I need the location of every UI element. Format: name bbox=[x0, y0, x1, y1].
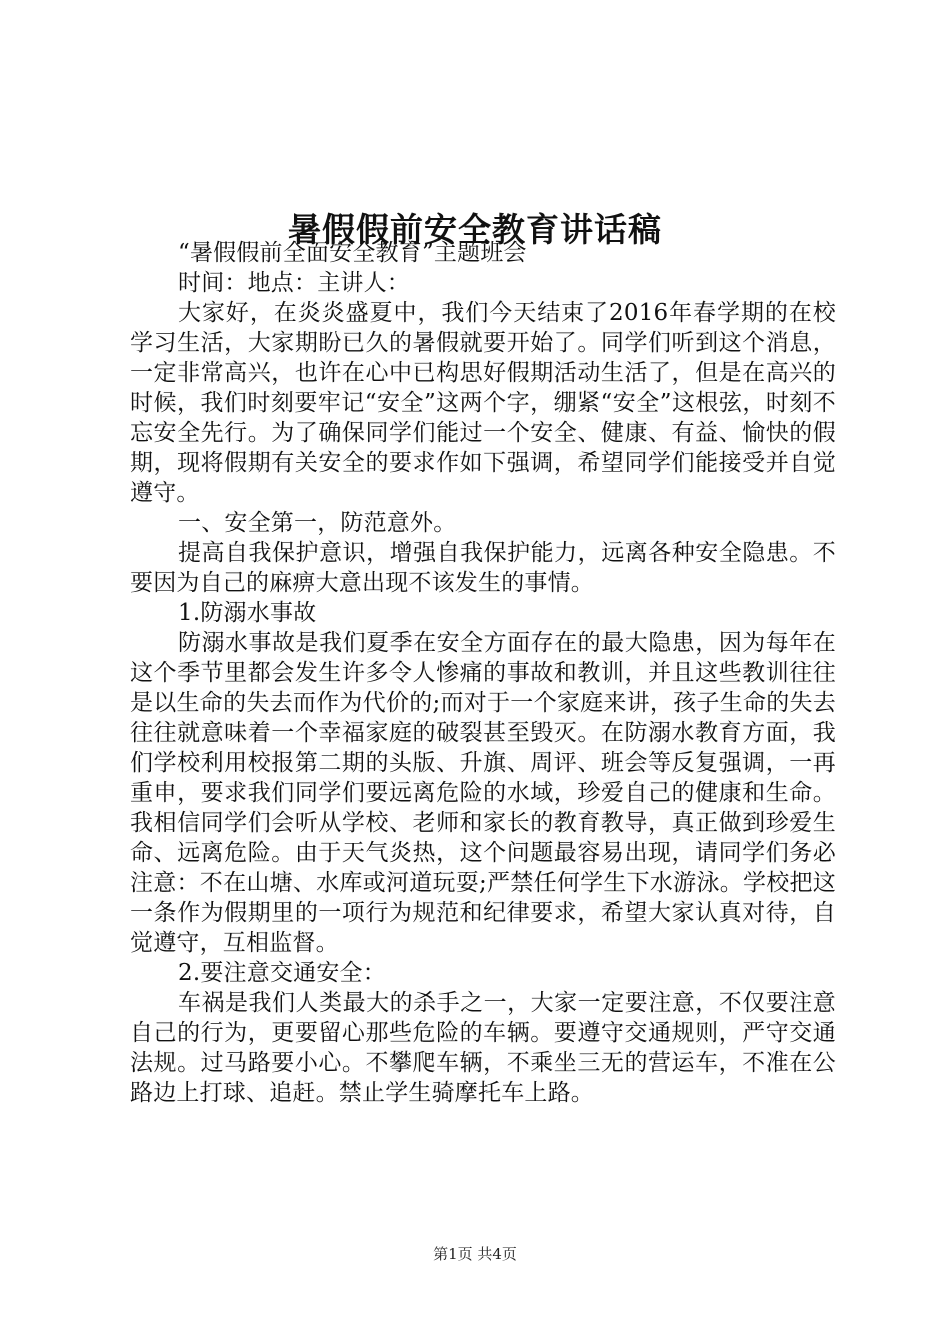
subheading-drowning: 1.防溺水事故 bbox=[178, 600, 317, 626]
document-title: 暑假假前安全教育讲话稿 bbox=[288, 210, 662, 250]
document-body bbox=[130, 238, 836, 1108]
paragraph-section-1: 提高自我保护意识，增强自我保护能力，远离各种安全隐患。不要因为自己的麻痹大意出现不该发生的事情。 bbox=[130, 540, 836, 596]
paragraph-drowning: 防溺水事故是我们夏季在安全方面存在的最大隐患，因为每年在这个季节里都会发生许多令人惨痛的事故和教训，并且这些教训往往是以生命的失去而作为代价的;而对于一个家庭来讲，孩子生命的失去往往就意味着一个幸福家庭的破裂甚至毁灭。在防溺水教育方面，我们学校利用校报第二期的头版、升旗、周评、班会等反复强调，一再重申，要求我们同学们要远离危险的水域，珍爱自己的健康和生命。我相信同学们会听从学校、老师和家长的教育教导，真正做到珍爱生命、远离危险。由于天气炎热，这个问题最容易出现，请同学们务必注意：不在山塘、水库或河道玩耍;严禁任何学生下水游泳。学校把这一条作为假期里的一项行为规范和纪律要求，希望大家认真对待，自觉遵守，互相监督。 bbox=[130, 630, 836, 956]
paragraph-meta: 时间：地点：主讲人： bbox=[178, 270, 410, 296]
paragraph-traffic: 车祸是我们人类最大的杀手之一，大家一定要注意，不仅要注意自己的行为，更要留心那些危险的车辆。要遵守交通规则，严守交通法规。过马路要小心。不攀爬车辆，不乘坐三无的营运车，不准在公路边上打球、追赶。禁止学生骑摩托车上路。 bbox=[130, 990, 836, 1106]
paragraph-subtitle: “暑假假前全面安全教育”主题班会 bbox=[178, 240, 527, 266]
section-heading-1: 一、安全第一，防范意外。 bbox=[178, 510, 457, 536]
paragraph-intro: 大家好，在炎炎盛夏中，我们今天结束了2016年春学期的在校学习生活，大家期盼已久的暑假就要开始了。同学们听到这个消息，一定非常高兴，也许在心中已构思好假期活动生活了，但是在高兴的时候，我们时刻要牢记“安全”这两个字，绷紧“安全”这根弦，时刻不忘安全先行。为了确保同学们能过一个安全、健康、有益、愉快的假期，现将假期有关安全的要求作如下强调，希望同学们能接受并自觉遵守。 bbox=[130, 300, 836, 506]
page-number-footer: 第1页 共4页 bbox=[433, 1245, 517, 1263]
subheading-traffic: 2.要注意交通安全： bbox=[178, 960, 386, 986]
